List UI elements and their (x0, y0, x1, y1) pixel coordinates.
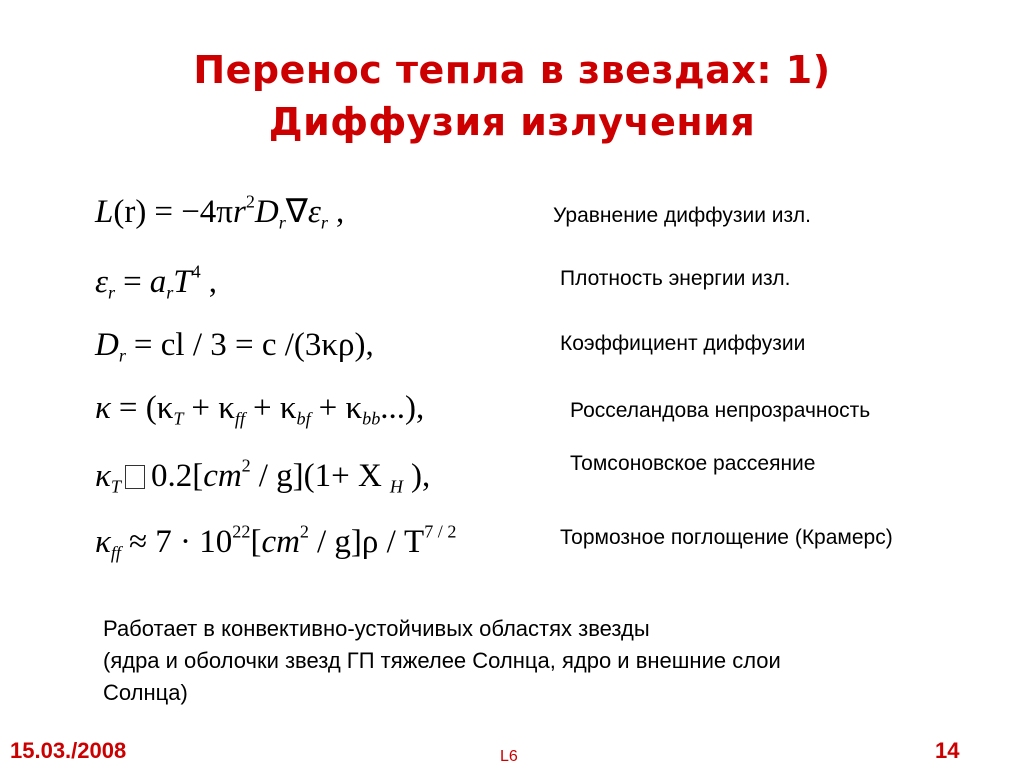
formula-symbol: D (95, 327, 119, 363)
footer-lecture: L6 (500, 748, 518, 765)
slide-title (0, 44, 1024, 148)
formula-symbol: κ (95, 458, 111, 494)
formula-subscript: T (110, 476, 121, 497)
note-block (103, 613, 983, 709)
footer-page-number: 14 (935, 738, 960, 763)
label-diffusion-coefficient: Коэффициент диффузии (560, 332, 806, 355)
formula-part: ≈ 7 · 10 (128, 524, 233, 560)
formula-diffusion-coefficient (95, 325, 374, 365)
formula-symbol: r (232, 194, 246, 230)
formula-symbol: D (254, 194, 279, 230)
formula-symbol: κ (95, 524, 111, 560)
formula-subscript: r (320, 212, 328, 233)
formula-subscript: r (278, 212, 286, 233)
formula-part: + κ (191, 390, 235, 426)
formula-exponent: 4 (191, 261, 201, 282)
note-line-2: (ядра и оболочки звезд ГП тяжелее Солнца, ядро и внешние слои (103, 648, 781, 673)
formula-symbol: ε (307, 194, 321, 230)
formula-part: ), (410, 458, 431, 494)
formula-part: ...), (380, 390, 425, 426)
formula-part: = −4π (154, 194, 233, 230)
formula-subscript: r (166, 282, 174, 303)
formula-thomson-opacity (95, 456, 430, 496)
formula-part: / g]ρ / T (317, 524, 425, 560)
label-energy-density: Плотность энергии изл. (560, 267, 791, 290)
formula-part: , (365, 327, 374, 363)
title-line-2: Диффузия излучения (268, 100, 756, 144)
formula-energy-density (95, 262, 217, 302)
formula-part: = cl / 3 = c /(3κρ) (133, 327, 366, 363)
formula-part: 0.2[ (150, 458, 204, 494)
formula-part: + κ (253, 390, 297, 426)
formula-subscript: bf (296, 408, 311, 429)
formula-part: (r) (113, 194, 147, 230)
label-free-free-absorption: Тормозное поглощение (Крамерс) (560, 526, 893, 549)
formula-subscript: r (118, 345, 126, 366)
formula-part: / g](1+ X (258, 458, 382, 494)
formula-subscript: T (173, 408, 184, 429)
formula-exponent: 2 (299, 521, 309, 542)
formula-exponent: 2 (245, 191, 255, 212)
formula-part: [ (250, 524, 262, 560)
formula-symbol: ε (95, 264, 109, 300)
approx-glyph-box (125, 465, 145, 489)
formula-exponent: 7 / 2 (424, 521, 457, 542)
formula-part: , (208, 264, 217, 300)
formula-subscript: ff (110, 542, 121, 563)
formula-part: + κ (318, 390, 363, 426)
formula-exponent: 22 (232, 521, 251, 542)
note-line-1: Работает в конвективно-устойчивых областях звезды (103, 616, 650, 641)
title-line-1: Перенос тепла в звездах: 1) (193, 48, 831, 92)
note-line-3: Солнца) (103, 680, 188, 705)
formula-symbol: a (149, 264, 167, 300)
label-thomson-scattering: Томсоновское рассеяние (570, 452, 816, 475)
formula-subscript: bb (362, 408, 381, 429)
formula-symbol: cm (203, 458, 242, 494)
formula-exponent: 2 (241, 455, 251, 476)
formula-luminosity (95, 192, 344, 232)
formula-symbol: T (173, 264, 192, 300)
formula-part: = (κ (118, 390, 174, 426)
formula-subscript: H (389, 476, 403, 497)
footer-date: 15.03./2008 (10, 738, 127, 763)
formula-part: ∇ (285, 194, 308, 230)
formula-part: , (335, 194, 345, 230)
formula-symbol: L (95, 194, 114, 230)
label-rosseland-opacity: Росселандова непрозрачность (570, 399, 871, 422)
formula-kramers-opacity (95, 522, 456, 562)
formula-part: = (123, 264, 142, 300)
label-diffusion-equation: Уравнение диффузии изл. (553, 204, 811, 227)
formula-symbol: κ (95, 390, 111, 426)
formula-subscript: r (108, 282, 116, 303)
formula-rosseland-opacity (95, 388, 424, 428)
formula-subscript: ff (234, 408, 246, 429)
formula-symbol: cm (261, 524, 300, 560)
